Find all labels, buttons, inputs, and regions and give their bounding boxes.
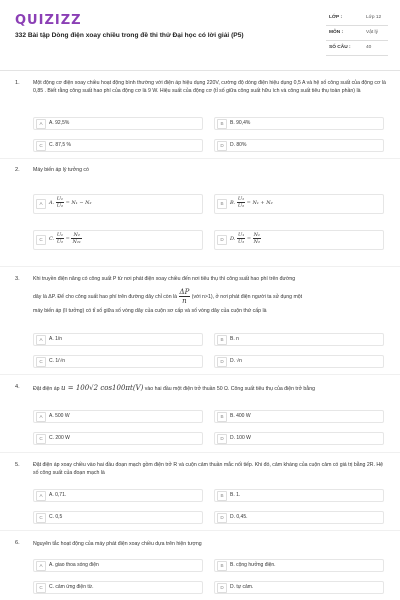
option-text: C. cảm ứng điện từ. <box>49 584 94 590</box>
option-letter: A <box>36 561 46 571</box>
question-text: Một động cơ điện xoay chiều hoạt động bình thường với điện áp hiệu dụng 220V, cường độ dòng điện hiệu dụng 0,5 A và hệ số công suất của động cơ là 0,85 . Biết rằng công suất hao phí của động cơ là 9 W. Hiệu suất của động cơ (tỉ số giữa công suất hữu ích và công suất tiêu thụ toàn phần) là <box>33 80 386 94</box>
header-divider <box>0 70 400 71</box>
option-text: C. 0,5 <box>49 514 63 520</box>
option-text: C. 200 W <box>49 435 70 441</box>
page-header <box>0 0 400 68</box>
option-letter: C <box>36 583 46 593</box>
option-letter: B <box>217 561 227 571</box>
option-b[interactable] <box>214 194 384 214</box>
option-formula: D. $\frac{\text{U₁}}{\text{U₂}}$ = $\frac{\text{N₁}}{\text{N₂}}$ <box>230 232 261 245</box>
meta-key: SỐ CÂU : <box>329 45 351 50</box>
option-d[interactable] <box>214 432 384 445</box>
question-text: Nguyên tắc hoạt động của máy phát điện xoay chiều dựa trên hiện tượng <box>33 541 202 547</box>
meta-key: MÔN : <box>329 30 344 35</box>
question-text: Đặt điện áp u = 100√2 cos100πt(V) vào hai đầu một điện trở thuần 50 Ω. Công suất tiêu thụ của điện trở bằng <box>33 384 315 392</box>
option-text: A. 500 W <box>49 413 70 419</box>
question-number: 3. <box>15 276 20 282</box>
question-text: Máy biến áp lý tưởng có <box>33 167 89 173</box>
question-divider <box>0 530 400 531</box>
question-line: Khi truyền điện năng có công suất P từ nơi phát điện xoay chiều đến nơi tiêu thụ thì công suất hao phí trên đường <box>33 276 296 282</box>
option-text: B. 90,4% <box>230 120 251 126</box>
option-letter: A <box>36 119 46 129</box>
option-d[interactable] <box>214 511 384 524</box>
quizizz-logo: QUIZIZZ <box>15 13 82 28</box>
option-text: B. 1. <box>230 492 241 498</box>
meta-count <box>326 43 388 56</box>
option-text: D. 0,45. <box>230 514 248 520</box>
option-d[interactable] <box>214 139 384 152</box>
option-b[interactable] <box>214 489 384 502</box>
option-text: C. 1/√n <box>49 358 66 364</box>
option-d[interactable] <box>214 581 384 594</box>
option-text: D. 80% <box>230 142 247 148</box>
option-letter: D <box>217 235 227 245</box>
meta-subject <box>326 28 388 41</box>
option-letter: A <box>36 335 46 345</box>
option-b[interactable] <box>214 333 384 346</box>
option-letter: C <box>36 141 46 151</box>
option-c[interactable] <box>33 581 203 594</box>
option-c[interactable] <box>33 355 203 368</box>
option-a[interactable] <box>33 489 203 502</box>
option-d[interactable] <box>214 230 384 250</box>
option-letter: C <box>36 357 46 367</box>
option-text: A. 92,5% <box>49 120 70 126</box>
option-text: B. n <box>230 336 239 342</box>
option-letter: C <box>36 235 46 245</box>
option-a[interactable] <box>33 559 203 572</box>
question-divider <box>0 266 400 267</box>
meta-key: LỚP : <box>329 15 343 20</box>
option-text: D. √n <box>230 358 242 364</box>
question-text: Đặt điện áp xoay chiều vào hai đầu đoạn mạch gồm điện trở R và cuộn cảm thuần mắc nối tiếp. Khi đó, cảm kháng của cuộn cảm có giá trị bằng 2R. Hệ số công suất của đoạn mạch là <box>33 462 384 476</box>
option-text: C. 87,5 % <box>49 142 71 148</box>
option-text: A. 0,71. <box>49 492 67 498</box>
question-divider <box>0 374 400 375</box>
option-letter: A <box>36 412 46 422</box>
question-text <box>33 275 388 315</box>
option-letter: B <box>217 412 227 422</box>
option-letter: C <box>36 513 46 523</box>
meta-value: Vật lý <box>366 30 378 35</box>
option-text: A. 1/n <box>49 336 63 342</box>
option-c[interactable] <box>33 230 203 250</box>
option-a[interactable] <box>33 410 203 423</box>
option-formula: A. $\frac{\text{U₁}}{\text{U₂}}$ = N₁ − N₂ <box>49 196 92 209</box>
option-b[interactable] <box>214 559 384 572</box>
document-title: 332 Bài tập Dòng điện xoay chiều trong đề thi thử Đại học có lời giải (P5) <box>15 32 244 39</box>
question-line: máy biến áp (lí tưởng) có tỉ số giữa số vòng dây của cuộn sơ cấp và số vòng dây của cuộn thứ cấp là <box>33 308 267 314</box>
option-letter: C <box>36 434 46 444</box>
option-b[interactable] <box>214 117 384 130</box>
formula: u = 100√2 cos100πt(V) <box>61 384 144 392</box>
option-letter: B <box>217 491 227 501</box>
option-letter: D <box>217 583 227 593</box>
option-a[interactable] <box>33 333 203 346</box>
option-text: A. giao thoa sóng điện <box>49 562 99 568</box>
option-letter: B <box>217 335 227 345</box>
option-a[interactable] <box>33 117 203 130</box>
option-c[interactable] <box>33 511 203 524</box>
meta-value: Lớp 12 <box>366 15 382 20</box>
meta-value: 40 <box>366 45 372 50</box>
option-letter: B <box>217 199 227 209</box>
option-text: D. 100 W <box>230 435 251 441</box>
option-letter: D <box>217 434 227 444</box>
question-divider <box>0 158 400 159</box>
meta-class <box>326 13 388 26</box>
option-b[interactable] <box>214 410 384 423</box>
option-d[interactable] <box>214 355 384 368</box>
option-text: D. tự cảm. <box>230 584 254 590</box>
option-formula: B. $\frac{\text{U₁}}{\text{U₂}}$ = N₁ + N₂ <box>230 196 273 209</box>
option-a[interactable] <box>33 194 203 214</box>
question-number: 6. <box>15 540 20 546</box>
question-number: 4. <box>15 384 20 390</box>
question-divider <box>0 452 400 453</box>
option-formula: C. $\frac{\text{U₁}}{\text{U₂}}$ = $\frac{\text{N₂}}{\text{N₂₁}}$ <box>49 232 81 245</box>
question-number: 1. <box>15 80 20 86</box>
question-number: 2. <box>15 167 20 173</box>
option-letter: D <box>217 513 227 523</box>
option-c[interactable] <box>33 432 203 445</box>
option-letter: A <box>36 491 46 501</box>
option-text: B. 400 W <box>230 413 251 419</box>
question-number: 5. <box>15 462 20 468</box>
option-letter: A <box>36 199 46 209</box>
question-line: dây là ΔP. Để cho công suất hao phí trên đường dây chỉ còn là $\frac{\Delta P}{n}$ (với n>1), ở nơi phát điện người ta sử dụng một <box>33 288 303 305</box>
option-letter: D <box>217 357 227 367</box>
option-letter: B <box>217 119 227 129</box>
option-letter: D <box>217 141 227 151</box>
option-text: B. cộng hưởng điện. <box>230 562 276 568</box>
option-c[interactable] <box>33 139 203 152</box>
